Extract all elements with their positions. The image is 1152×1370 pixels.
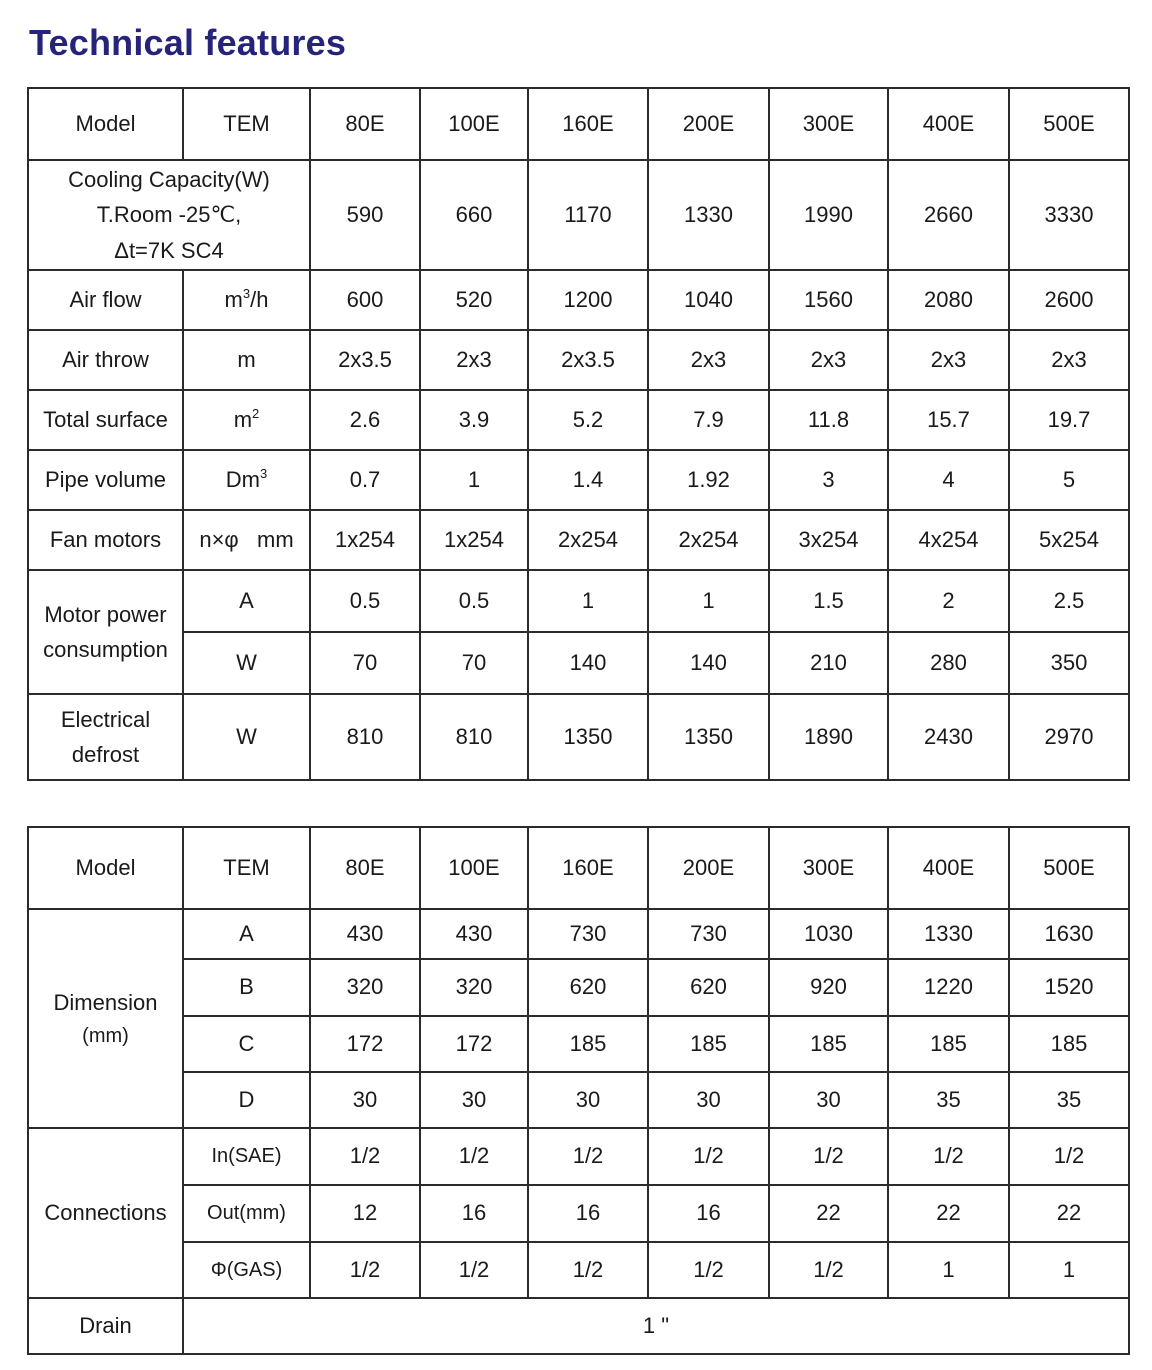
model-column-header: 500E: [1009, 88, 1129, 160]
table-cell: 320: [420, 959, 528, 1016]
row-label: Fan motors: [28, 510, 183, 570]
table-cell: 140: [648, 632, 769, 694]
table-cell: 70: [420, 632, 528, 694]
row-label: Air throw: [28, 330, 183, 390]
table-cell: 2.5: [1009, 570, 1129, 632]
table-cell: 0.5: [420, 570, 528, 632]
table-cell: 590: [310, 160, 420, 270]
table-cell: 1/2: [1009, 1128, 1129, 1185]
table-cell: 1/2: [888, 1128, 1009, 1185]
cooling-capacity-row: [28, 160, 1129, 270]
table-cell: 2: [888, 570, 1009, 632]
motor-power-label-line: Motor power: [44, 601, 167, 627]
table-cell: 12: [310, 1185, 420, 1242]
table-cell: 1560: [769, 270, 888, 330]
air-throw-row: [28, 330, 1129, 390]
unit-cell: In(SAE): [183, 1128, 310, 1185]
table-cell: 1330: [648, 160, 769, 270]
unit-cell: [183, 390, 310, 450]
model-column-header: 400E: [888, 827, 1009, 909]
table-cell: 2600: [1009, 270, 1129, 330]
defrost-row: [28, 694, 1129, 780]
table-cell: 1.4: [528, 450, 648, 510]
motor-power-label: [28, 570, 183, 694]
table-cell: 2x3: [769, 330, 888, 390]
table-cell: 1/2: [310, 1242, 420, 1298]
table-cell: 1x254: [310, 510, 420, 570]
unit-cell: C: [183, 1016, 310, 1072]
table-cell: 185: [1009, 1016, 1129, 1072]
table-cell: 16: [528, 1185, 648, 1242]
connection-row: [28, 1128, 1129, 1185]
drain-value: 1 ": [183, 1298, 1129, 1354]
dimension-row: [28, 1072, 1129, 1128]
table-cell: 5.2: [528, 390, 648, 450]
model-column-header: 500E: [1009, 827, 1129, 909]
table-cell: 1030: [769, 909, 888, 959]
table-cell: 1170: [528, 160, 648, 270]
motor-power-row: [28, 632, 1129, 694]
unit-cell: [183, 270, 310, 330]
motor-power-label-line: consumption: [43, 637, 168, 662]
table-cell: 1630: [1009, 909, 1129, 959]
table-cell: 35: [888, 1072, 1009, 1128]
table-cell: 30: [420, 1072, 528, 1128]
table-cell: 1/2: [769, 1242, 888, 1298]
unit-cell: A: [183, 909, 310, 959]
dimension-row: [28, 909, 1129, 959]
tem-header: TEM: [183, 827, 310, 909]
table-cell: 1.92: [648, 450, 769, 510]
table-cell: 5: [1009, 450, 1129, 510]
unit-base: m: [233, 406, 253, 432]
air-flow-row: [28, 270, 1129, 330]
table-cell: 4x254: [888, 510, 1009, 570]
table-cell: 600: [310, 270, 420, 330]
unit-cell: Out(mm): [183, 1185, 310, 1242]
unit-tail: /h: [250, 286, 269, 312]
technical-table: [27, 87, 1130, 781]
table-cell: 3: [769, 450, 888, 510]
model-column-header: 80E: [310, 88, 420, 160]
table-cell: 172: [420, 1016, 528, 1072]
dimension-row: [28, 1016, 1129, 1072]
model-column-header: 400E: [888, 88, 1009, 160]
defrost-label: [28, 694, 183, 780]
model-column-header: 300E: [769, 88, 888, 160]
table-cell: 16: [648, 1185, 769, 1242]
table-cell: 140: [528, 632, 648, 694]
table-cell: 210: [769, 632, 888, 694]
unit-superscript: 3: [259, 465, 268, 481]
table-cell: 2x254: [528, 510, 648, 570]
fan-motors-row: [28, 510, 1129, 570]
table-cell: 1990: [769, 160, 888, 270]
table-cell: 1200: [528, 270, 648, 330]
table-cell: 35: [1009, 1072, 1129, 1128]
table-cell: 185: [769, 1016, 888, 1072]
table-cell: 1/2: [769, 1128, 888, 1185]
row-label: Air flow: [28, 270, 183, 330]
unit-cell: D: [183, 1072, 310, 1128]
table-cell: 2x3: [1009, 330, 1129, 390]
table-cell: 1350: [528, 694, 648, 780]
cooling-label-line: T.Room -25℃,: [96, 202, 242, 228]
table-cell: 2x3: [888, 330, 1009, 390]
table-cell: 1/2: [420, 1242, 528, 1298]
connections-label: Connections: [28, 1128, 183, 1298]
model-column-header: 300E: [769, 827, 888, 909]
table-cell: 3330: [1009, 160, 1129, 270]
unit-superscript: 3: [242, 285, 251, 301]
pipe-volume-row: [28, 450, 1129, 510]
table-cell: 2660: [888, 160, 1009, 270]
table-cell: 1: [528, 570, 648, 632]
row-label: Total surface: [28, 390, 183, 450]
unit-cell: Φ(GAS): [183, 1242, 310, 1298]
table-cell: 1: [888, 1242, 1009, 1298]
total-surface-row: [28, 390, 1129, 450]
table-cell: 2430: [888, 694, 1009, 780]
table-cell: 1520: [1009, 959, 1129, 1016]
table-cell: 1330: [888, 909, 1009, 959]
table-cell: 2.6: [310, 390, 420, 450]
unit-cell: A: [183, 570, 310, 632]
table-cell: 620: [648, 959, 769, 1016]
drain-row: [28, 1298, 1129, 1354]
unit-cell: W: [183, 694, 310, 780]
table-cell: 19.7: [1009, 390, 1129, 450]
dimension-unit-text: (mm): [82, 1025, 129, 1048]
table-cell: 810: [310, 694, 420, 780]
model-column-header: 80E: [310, 827, 420, 909]
table-cell: 1: [648, 570, 769, 632]
unit-cell: n×φ mm: [183, 510, 310, 570]
table-cell: 1/2: [310, 1128, 420, 1185]
defrost-label-line: defrost: [71, 742, 140, 767]
table-cell: 1350: [648, 694, 769, 780]
row-label: Pipe volume: [28, 450, 183, 510]
dimension-row: [28, 959, 1129, 1016]
table-cell: 520: [420, 270, 528, 330]
model-column-header: 200E: [648, 827, 769, 909]
model-column-header: 200E: [648, 88, 769, 160]
table-cell: 22: [769, 1185, 888, 1242]
table-cell: 185: [888, 1016, 1009, 1072]
table-cell: 70: [310, 632, 420, 694]
connection-row: [28, 1185, 1129, 1242]
drain-label: Drain: [28, 1298, 183, 1354]
table-cell: 2x3: [420, 330, 528, 390]
unit-base: Dm: [225, 466, 260, 492]
table-cell: 30: [528, 1072, 648, 1128]
unit-cell: B: [183, 959, 310, 1016]
table-cell: 3.9: [420, 390, 528, 450]
table-cell: 172: [310, 1016, 420, 1072]
table-cell: 2x3: [648, 330, 769, 390]
table-cell: 730: [528, 909, 648, 959]
defrost-label-line: Electrical: [60, 706, 151, 732]
table-cell: 430: [420, 909, 528, 959]
header-row: [28, 88, 1129, 160]
unit-cell: m: [183, 330, 310, 390]
table-cell: 185: [648, 1016, 769, 1072]
header-row: [28, 827, 1129, 909]
model-header: Model: [28, 827, 183, 909]
motor-power-row: [28, 570, 1129, 632]
connection-row: [28, 1242, 1129, 1298]
unit-cell: [183, 450, 310, 510]
unit-superscript: 2: [252, 405, 260, 421]
table-cell: 730: [648, 909, 769, 959]
table-cell: 2x3.5: [528, 330, 648, 390]
dimensions-table: [27, 826, 1130, 1355]
table-cell: 430: [310, 909, 420, 959]
model-header: Model: [28, 88, 183, 160]
table-cell: 1.5: [769, 570, 888, 632]
model-column-header: 100E: [420, 88, 528, 160]
table-cell: 1: [1009, 1242, 1129, 1298]
model-column-header: 160E: [528, 827, 648, 909]
model-column-header: 160E: [528, 88, 648, 160]
table-cell: 1890: [769, 694, 888, 780]
table-cell: 2970: [1009, 694, 1129, 780]
table-cell: 920: [769, 959, 888, 1016]
table-cell: 620: [528, 959, 648, 1016]
table-cell: 15.7: [888, 390, 1009, 450]
table-cell: 22: [888, 1185, 1009, 1242]
table-cell: 1040: [648, 270, 769, 330]
table-cell: 2080: [888, 270, 1009, 330]
table-cell: 320: [310, 959, 420, 1016]
table-cell: 1220: [888, 959, 1009, 1016]
table-cell: 11.8: [769, 390, 888, 450]
table-cell: 1/2: [648, 1128, 769, 1185]
table-cell: 0.7: [310, 450, 420, 510]
cooling-label-line: Δt=7K SC4: [114, 237, 224, 263]
table-cell: 185: [528, 1016, 648, 1072]
table-cell: 1/2: [648, 1242, 769, 1298]
table-cell: 1/2: [420, 1128, 528, 1185]
table-cell: 1: [420, 450, 528, 510]
cooling-capacity-label: [28, 160, 310, 270]
table-cell: 5x254: [1009, 510, 1129, 570]
table-cell: 22: [1009, 1185, 1129, 1242]
table-cell: 3x254: [769, 510, 888, 570]
dimension-label: [28, 909, 183, 1128]
unit-cell: W: [183, 632, 310, 694]
table-cell: 1x254: [420, 510, 528, 570]
cooling-label-line: Cooling Capacity(W): [68, 167, 270, 193]
table-cell: 1/2: [528, 1128, 648, 1185]
table-cell: 30: [648, 1072, 769, 1128]
table-cell: 1/2: [528, 1242, 648, 1298]
table-cell: 0.5: [310, 570, 420, 632]
table-cell: 30: [310, 1072, 420, 1128]
table-cell: 660: [420, 160, 528, 270]
table-cell: 7.9: [648, 390, 769, 450]
model-column-header: 100E: [420, 827, 528, 909]
table-cell: 810: [420, 694, 528, 780]
table-cell: 2x3.5: [310, 330, 420, 390]
table-cell: 30: [769, 1072, 888, 1128]
unit-base: m: [224, 286, 243, 312]
dimension-label-text: Dimension: [53, 989, 158, 1015]
table-cell: 2x254: [648, 510, 769, 570]
table-cell: 350: [1009, 632, 1129, 694]
table-cell: 4: [888, 450, 1009, 510]
table-cell: 280: [888, 632, 1009, 694]
table-cell: 16: [420, 1185, 528, 1242]
tem-header: TEM: [183, 88, 310, 160]
page-title: Technical features: [29, 22, 347, 63]
